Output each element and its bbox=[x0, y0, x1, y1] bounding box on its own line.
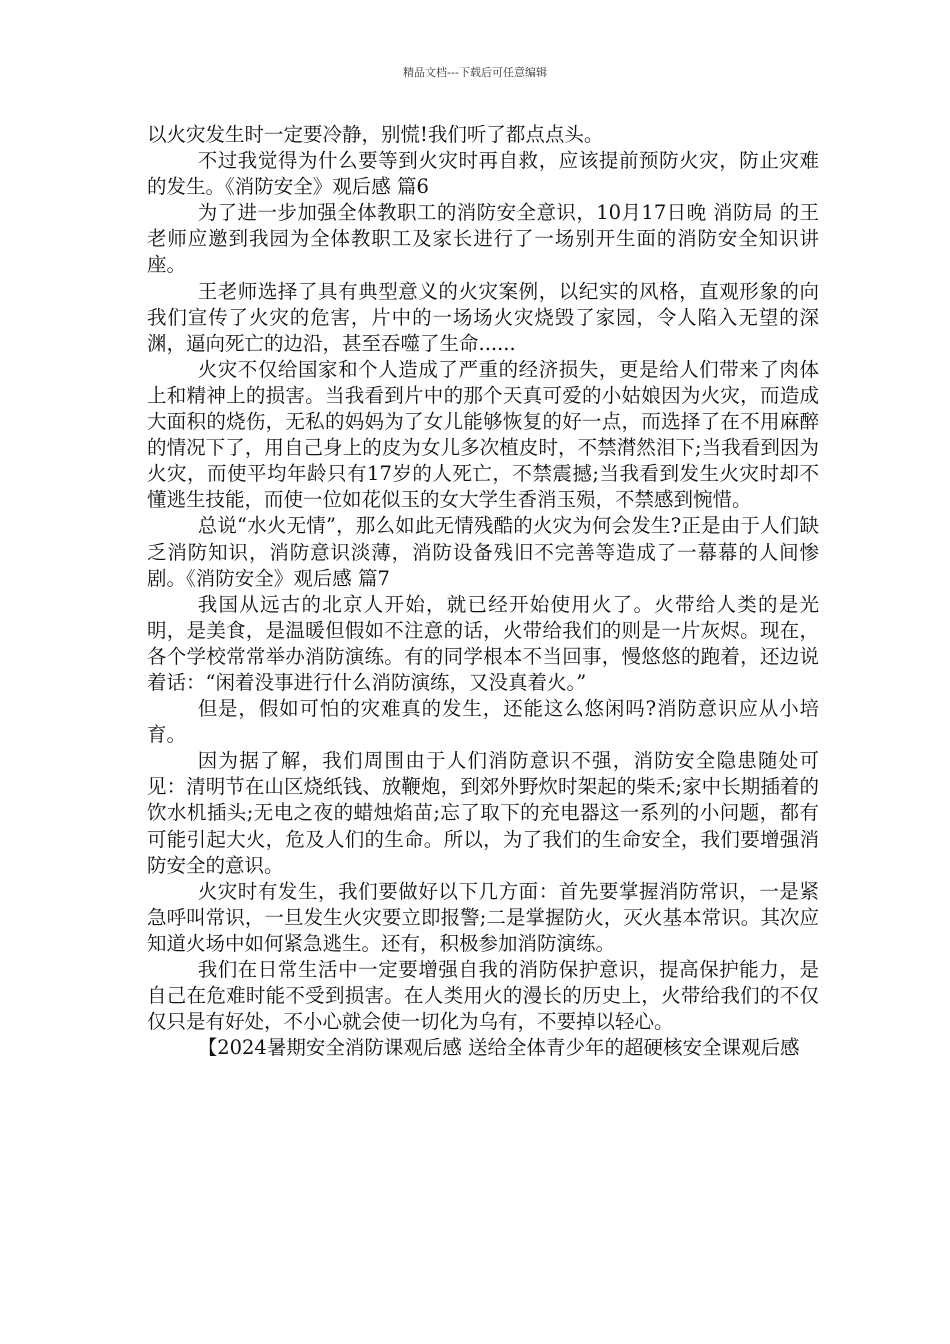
paragraph: 因为据了解，我们周围由于人们消防意识不强，消防安全隐患随处可见：清明节在山区烧纸钱、放鞭炮，到郊外野炊时架起的柴禾;家中长期插着的饮水机插头;无电之夜的蜡烛焰苗;忘了取下的充电器这一系列的小问题，都有可能引起大火，危及人们的生命。所以，为了我们的生命安全，我们要增强消防安全的意识。 bbox=[147, 749, 819, 877]
paragraph: 我国从远古的北京人开始，就已经开始使用火了。火带给人类的是光明，是美食，是温暖但假如不注意的话，火带给我们的则是一片灰烬。现在，各个学校常常举办消防演练。有的同学根本不当回事，慢悠悠的跑着，还边说着话：“闲着没事进行什么消防演练，又没真着火。” bbox=[147, 592, 819, 694]
paragraph: 不过我觉得为什么要等到火灾时再自救，应该提前预防火灾，防止灾难的发生。《消防安全》观后感 篇6 bbox=[147, 149, 819, 199]
paragraph: 但是，假如可怕的灾难真的发生，还能这么悠闲吗?消防意识应从小培育。 bbox=[147, 697, 819, 747]
paragraph: 【2024暑期安全消防课观后感 送给全体青少年的超硬核安全课观后感 bbox=[197, 1036, 800, 1060]
paragraph: 以火灾发生时一定要冷静，别慌!我们听了都点点头。 bbox=[147, 123, 604, 146]
paragraph: 为了进一步加强全体教职工的消防安全意识，10月17日晚 消防局 的王老师应邀到我园为全体教职工及家长进行了一场别开生面的消防安全知识讲座。 bbox=[147, 201, 819, 277]
paragraph: 火灾不仅给国家和个人造成了严重的经济损失，更是给人们带来了肉体上和精神上的损害。当我看到片中的那个天真可爱的小姑娘因为火灾，而造成大面积的烧伤，无私的妈妈为了女儿能够恢复的好一点，而选择了在不用麻醉的情况下了，用自己身上的皮为女儿多次植皮时，不禁潸然泪下;当我看到因为火灾，而使平均年龄只有17岁的人死亡，不禁震撼;当我看到发生火灾时却不懂逃生技能，而使一位如花似玉的女大学生香消玉殒，不禁感到惋惜。 bbox=[147, 357, 819, 512]
document-body bbox=[147, 122, 819, 1061]
paragraph: 我们在日常生活中一定要增强自我的消防保护意识，提高保护能力，是自己在危难时能不受到损害。在人类用火的漫长的历史上，火带给我们的不仅仅只是有好处，不小心就会使一切化为乌有，不要掉以轻心。 bbox=[147, 958, 819, 1034]
paragraph: 王老师选择了具有典型意义的火灾案例，以纪实的风格，直观形象的向我们宣传了火灾的危害，片中的一场场火灾烧毁了家园，令人陷入无望的深渊，逼向死亡的边沿，甚至吞噬了生命...... bbox=[147, 279, 819, 355]
paragraph: 总说“水火无情”，那么如此无情残酷的火灾为何会发生?正是由于人们缺乏消防知识，消防意识淡薄，消防设备残旧不完善等造成了一幕幕的人间惨剧。《消防安全》观后感 篇7 bbox=[147, 514, 819, 590]
paragraph: 火灾时有发生，我们要做好以下几方面：首先要掌握消防常识，一是紧急呼叫常识，一旦发生火灾要立即报警;二是掌握防火，灭火基本常识。其次应知道火场中如何紧急逃生。还有，积极参加消防演练。 bbox=[147, 879, 819, 955]
page-header: 精品文档---下载后可任意编辑 bbox=[403, 66, 547, 79]
